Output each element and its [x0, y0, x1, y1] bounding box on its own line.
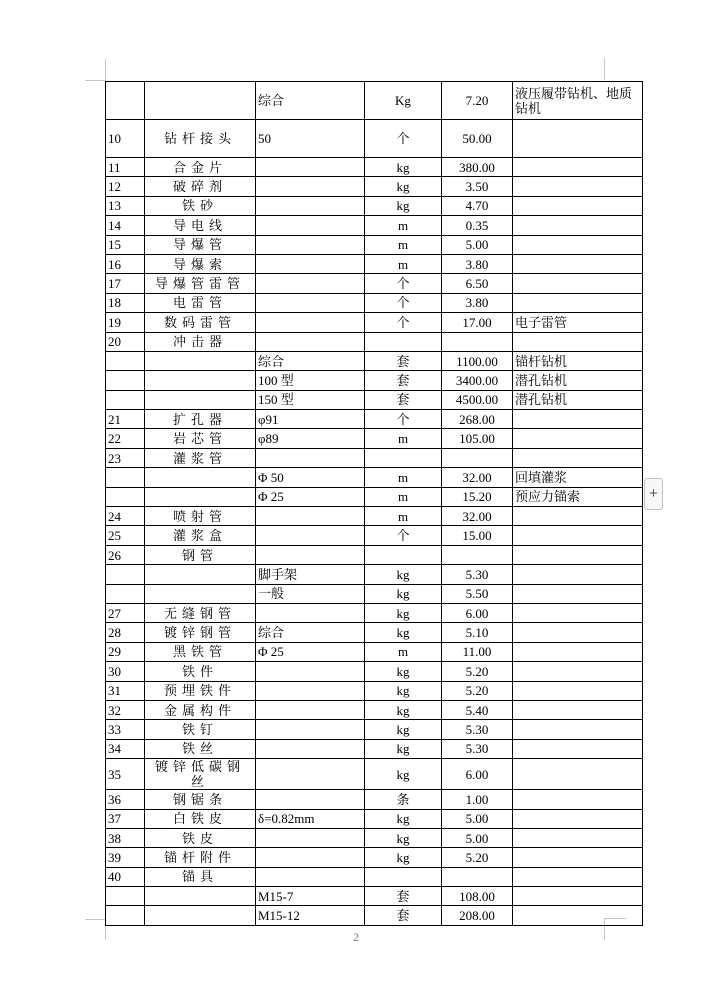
cell-num — [106, 906, 145, 925]
cell-unit — [365, 545, 442, 564]
cell-spec — [256, 158, 365, 177]
cell-name: 锚杆附件 — [145, 848, 256, 867]
cell-price: 5.30 — [442, 565, 513, 584]
cell-note — [513, 410, 643, 429]
cell-unit: 个 — [365, 526, 442, 545]
table-row — [106, 700, 643, 719]
table-row — [106, 848, 643, 867]
cell-price — [442, 332, 513, 351]
cell-note — [513, 448, 643, 467]
cell-price: 6.00 — [442, 759, 513, 790]
cell-unit: 个 — [365, 120, 442, 158]
cell-name: 铁砂 — [145, 196, 256, 215]
cell-price: 208.00 — [442, 906, 513, 925]
table-row — [106, 828, 643, 847]
cell-spec: Φ 50 — [256, 468, 365, 487]
cell-note — [513, 681, 643, 700]
table-row — [106, 487, 643, 506]
cell-note — [513, 177, 643, 196]
table-row — [106, 274, 643, 293]
cell-note — [513, 848, 643, 867]
cell-note — [513, 254, 643, 273]
crop-mark-bottom-left-horizontal — [85, 919, 106, 920]
cell-name: 锚具 — [145, 867, 256, 886]
cell-spec — [256, 448, 365, 467]
cell-num: 23 — [106, 448, 145, 467]
cell-note — [513, 759, 643, 790]
materials-table-body — [106, 82, 643, 926]
cell-note — [513, 216, 643, 235]
cell-note: 锚杆钻机 — [513, 351, 643, 370]
cell-num: 25 — [106, 526, 145, 545]
table-row — [106, 623, 643, 642]
cell-unit: kg — [365, 809, 442, 828]
cell-spec — [256, 526, 365, 545]
cell-price: 1100.00 — [442, 351, 513, 370]
table-row — [106, 584, 643, 603]
cell-num: 27 — [106, 603, 145, 622]
cell-note — [513, 739, 643, 758]
cell-name: 破碎剂 — [145, 177, 256, 196]
table-row — [106, 642, 643, 661]
cell-unit: kg — [365, 565, 442, 584]
cell-name: 数码雷管 — [145, 313, 256, 332]
cell-spec: 50 — [256, 120, 365, 158]
cell-num: 20 — [106, 332, 145, 351]
cell-spec — [256, 828, 365, 847]
cell-price: 268.00 — [442, 410, 513, 429]
cell-note — [513, 158, 643, 177]
cell-note — [513, 196, 643, 215]
cell-price: 3.80 — [442, 254, 513, 273]
crop-mark-top-left-horizontal — [85, 80, 106, 81]
table-row — [106, 429, 643, 448]
cell-name: 铁钉 — [145, 720, 256, 739]
cell-spec: 150 型 — [256, 390, 365, 409]
cell-spec — [256, 681, 365, 700]
cell-unit: kg — [365, 720, 442, 739]
cell-num: 26 — [106, 545, 145, 564]
table-row — [106, 809, 643, 828]
cell-num: 18 — [106, 293, 145, 312]
cell-note: 液压履带钻机、地质钻机 — [513, 82, 643, 120]
cell-note — [513, 584, 643, 603]
cell-unit: m — [365, 429, 442, 448]
cell-num: 28 — [106, 623, 145, 642]
cell-note — [513, 603, 643, 622]
cell-price: 50.00 — [442, 120, 513, 158]
cell-unit: 个 — [365, 313, 442, 332]
cell-name: 金属构件 — [145, 700, 256, 719]
cell-price: 11.00 — [442, 642, 513, 661]
cell-price: 5.00 — [442, 235, 513, 254]
cell-price: 5.20 — [442, 662, 513, 681]
cell-name: 钻杆接头 — [145, 120, 256, 158]
cell-price: 5.00 — [442, 828, 513, 847]
cell-num: 31 — [106, 681, 145, 700]
table-row — [106, 177, 643, 196]
cell-num — [106, 371, 145, 390]
cell-note — [513, 720, 643, 739]
cell-note — [513, 809, 643, 828]
cell-spec — [256, 700, 365, 719]
cell-note: 回填灌浆 — [513, 468, 643, 487]
add-button[interactable]: + — [644, 478, 663, 510]
cell-spec — [256, 790, 365, 809]
cell-name — [145, 565, 256, 584]
cell-price: 15.00 — [442, 526, 513, 545]
cell-unit: 个 — [365, 274, 442, 293]
cell-unit: kg — [365, 603, 442, 622]
table-row — [106, 448, 643, 467]
cell-num: 16 — [106, 254, 145, 273]
cell-spec — [256, 196, 365, 215]
cell-name: 导爆管雷管 — [145, 274, 256, 293]
cell-num: 17 — [106, 274, 145, 293]
cell-price: 5.30 — [442, 739, 513, 758]
table-row — [106, 313, 643, 332]
table-row — [106, 254, 643, 273]
cell-note: 潜孔钻机 — [513, 390, 643, 409]
cell-spec — [256, 662, 365, 681]
cell-spec: Φ 25 — [256, 487, 365, 506]
cell-unit: kg — [365, 848, 442, 867]
table-row — [106, 351, 643, 370]
cell-unit: kg — [365, 828, 442, 847]
cell-price: 5.20 — [442, 848, 513, 867]
cell-spec: M15-7 — [256, 887, 365, 906]
cell-note — [513, 526, 643, 545]
cell-spec: 综合 — [256, 82, 365, 120]
cell-unit: kg — [365, 739, 442, 758]
cell-spec — [256, 332, 365, 351]
cell-price: 32.00 — [442, 507, 513, 526]
cell-note — [513, 867, 643, 886]
cell-num: 13 — [106, 196, 145, 215]
cell-spec: 综合 — [256, 623, 365, 642]
cell-price: 0.35 — [442, 216, 513, 235]
cell-unit: kg — [365, 700, 442, 719]
cell-name — [145, 390, 256, 409]
cell-note — [513, 507, 643, 526]
cell-spec — [256, 177, 365, 196]
cell-num: 37 — [106, 809, 145, 828]
cell-num: 33 — [106, 720, 145, 739]
cell-name: 导电线 — [145, 216, 256, 235]
cell-unit: kg — [365, 584, 442, 603]
cell-unit: m — [365, 216, 442, 235]
table-row — [106, 196, 643, 215]
cell-spec — [256, 867, 365, 886]
table-row — [106, 662, 643, 681]
cell-note — [513, 790, 643, 809]
cell-price: 1.00 — [442, 790, 513, 809]
table-row — [106, 906, 643, 925]
cell-spec — [256, 274, 365, 293]
cell-price — [442, 448, 513, 467]
cell-num: 24 — [106, 507, 145, 526]
cell-num: 35 — [106, 759, 145, 790]
table-row — [106, 739, 643, 758]
table-row — [106, 390, 643, 409]
cell-price: 5.20 — [442, 681, 513, 700]
cell-num — [106, 351, 145, 370]
cell-unit: m — [365, 487, 442, 506]
table-row — [106, 410, 643, 429]
cell-unit: 个 — [365, 410, 442, 429]
cell-note — [513, 662, 643, 681]
cell-price: 4.70 — [442, 196, 513, 215]
cell-spec — [256, 293, 365, 312]
cell-note — [513, 332, 643, 351]
cell-spec — [256, 313, 365, 332]
cell-name — [145, 887, 256, 906]
cell-spec — [256, 720, 365, 739]
cell-spec: 一般 — [256, 584, 365, 603]
table-row — [106, 120, 643, 158]
page-number: 2 — [353, 930, 359, 944]
cell-name: 铁件 — [145, 662, 256, 681]
table-row — [106, 545, 643, 564]
table-row — [106, 216, 643, 235]
cell-price: 7.20 — [442, 82, 513, 120]
cell-num: 19 — [106, 313, 145, 332]
cell-note — [513, 274, 643, 293]
cell-name — [145, 468, 256, 487]
cell-unit: m — [365, 507, 442, 526]
table-row — [106, 293, 643, 312]
table-row — [106, 867, 643, 886]
cell-spec — [256, 507, 365, 526]
cell-spec: M15-12 — [256, 906, 365, 925]
cell-note — [513, 700, 643, 719]
cell-price: 3.80 — [442, 293, 513, 312]
cell-num — [106, 82, 145, 120]
cell-num — [106, 565, 145, 584]
cell-name — [145, 371, 256, 390]
cell-price: 105.00 — [442, 429, 513, 448]
cell-spec: 脚手架 — [256, 565, 365, 584]
table-row — [106, 468, 643, 487]
cell-num — [106, 887, 145, 906]
cell-note: 电子雷管 — [513, 313, 643, 332]
table-row — [106, 759, 643, 790]
cell-note — [513, 642, 643, 661]
cell-unit: 套 — [365, 906, 442, 925]
cell-unit: 套 — [365, 351, 442, 370]
cell-price: 5.00 — [442, 809, 513, 828]
cell-price: 5.40 — [442, 700, 513, 719]
cell-price: 6.00 — [442, 603, 513, 622]
cell-unit: m — [365, 254, 442, 273]
cell-price: 17.00 — [442, 313, 513, 332]
cell-name: 镀锌钢管 — [145, 623, 256, 642]
table-row — [106, 507, 643, 526]
cell-price: 15.20 — [442, 487, 513, 506]
cell-num: 38 — [106, 828, 145, 847]
cell-name: 钢锯条 — [145, 790, 256, 809]
table-row — [106, 82, 643, 120]
table-row — [106, 565, 643, 584]
cell-unit — [365, 332, 442, 351]
table-row — [106, 158, 643, 177]
cell-name: 无缝钢管 — [145, 603, 256, 622]
cell-name: 镀锌低碳钢丝 — [145, 759, 256, 790]
table-row — [106, 332, 643, 351]
materials-price-table — [105, 81, 643, 926]
cell-num: 21 — [106, 410, 145, 429]
cell-price: 3400.00 — [442, 371, 513, 390]
cell-note — [513, 235, 643, 254]
table-row — [106, 526, 643, 545]
cell-unit: kg — [365, 158, 442, 177]
cell-price: 6.50 — [442, 274, 513, 293]
cell-name: 扩孔器 — [145, 410, 256, 429]
cell-num: 30 — [106, 662, 145, 681]
table-row — [106, 235, 643, 254]
table-row — [106, 371, 643, 390]
cell-note — [513, 623, 643, 642]
cell-note — [513, 545, 643, 564]
cell-num: 40 — [106, 867, 145, 886]
cell-unit: kg — [365, 623, 442, 642]
cell-note — [513, 887, 643, 906]
cell-name: 灌浆管 — [145, 448, 256, 467]
cell-note — [513, 293, 643, 312]
cell-num — [106, 468, 145, 487]
cell-spec — [256, 739, 365, 758]
cell-note — [513, 120, 643, 158]
cell-price: 3.50 — [442, 177, 513, 196]
cell-unit: 套 — [365, 390, 442, 409]
cell-num: 32 — [106, 700, 145, 719]
cell-price — [442, 545, 513, 564]
cell-name — [145, 487, 256, 506]
cell-unit: kg — [365, 681, 442, 700]
cell-spec: φ89 — [256, 429, 365, 448]
cell-name: 导爆索 — [145, 254, 256, 273]
cell-unit: m — [365, 235, 442, 254]
table-row — [106, 603, 643, 622]
cell-spec — [256, 603, 365, 622]
cell-num: 12 — [106, 177, 145, 196]
crop-mark-top-left-vertical — [105, 59, 106, 80]
cell-note: 潜孔钻机 — [513, 371, 643, 390]
cell-unit: kg — [365, 759, 442, 790]
cell-spec: φ91 — [256, 410, 365, 429]
cell-name: 黑铁管 — [145, 642, 256, 661]
cell-note — [513, 828, 643, 847]
cell-name: 冲击器 — [145, 332, 256, 351]
cell-name: 导爆管 — [145, 235, 256, 254]
cell-name: 预埋铁件 — [145, 681, 256, 700]
cell-unit: kg — [365, 662, 442, 681]
cell-name: 钢管 — [145, 545, 256, 564]
cell-unit: 套 — [365, 887, 442, 906]
cell-spec — [256, 545, 365, 564]
cell-price: 5.50 — [442, 584, 513, 603]
table-row — [106, 681, 643, 700]
cell-name — [145, 906, 256, 925]
cell-spec: 100 型 — [256, 371, 365, 390]
cell-note: 预应力锚索 — [513, 487, 643, 506]
cell-num: 15 — [106, 235, 145, 254]
cell-num: 10 — [106, 120, 145, 158]
table-row — [106, 887, 643, 906]
cell-spec — [256, 235, 365, 254]
cell-price: 380.00 — [442, 158, 513, 177]
cell-num: 11 — [106, 158, 145, 177]
cell-num: 29 — [106, 642, 145, 661]
cell-unit: 个 — [365, 293, 442, 312]
cell-unit — [365, 867, 442, 886]
cell-price: 5.30 — [442, 720, 513, 739]
crop-mark-top-right-vertical — [604, 58, 605, 80]
cell-num: 14 — [106, 216, 145, 235]
cell-name: 喷射管 — [145, 507, 256, 526]
table-row — [106, 720, 643, 739]
cell-price: 32.00 — [442, 468, 513, 487]
cell-unit: kg — [365, 196, 442, 215]
cell-price: 4500.00 — [442, 390, 513, 409]
cell-note — [513, 429, 643, 448]
cell-num — [106, 390, 145, 409]
cell-name — [145, 82, 256, 120]
cell-num: 36 — [106, 790, 145, 809]
cell-name: 铁丝 — [145, 739, 256, 758]
cell-unit — [365, 448, 442, 467]
table-row — [106, 790, 643, 809]
cell-name — [145, 351, 256, 370]
cell-note — [513, 906, 643, 925]
cell-spec: Φ 25 — [256, 642, 365, 661]
cell-name — [145, 584, 256, 603]
cell-price — [442, 867, 513, 886]
cell-spec — [256, 848, 365, 867]
cell-num: 39 — [106, 848, 145, 867]
cell-num: 22 — [106, 429, 145, 448]
cell-price: 108.00 — [442, 887, 513, 906]
cell-num — [106, 584, 145, 603]
cell-name: 合金片 — [145, 158, 256, 177]
cell-spec: 综合 — [256, 351, 365, 370]
cell-price: 5.10 — [442, 623, 513, 642]
cell-spec: δ=0.82mm — [256, 809, 365, 828]
cell-spec — [256, 254, 365, 273]
cell-spec — [256, 216, 365, 235]
cell-name: 岩芯管 — [145, 429, 256, 448]
cell-name: 灌浆盒 — [145, 526, 256, 545]
cell-spec — [256, 759, 365, 790]
cell-unit: 条 — [365, 790, 442, 809]
cell-unit: m — [365, 468, 442, 487]
cell-unit: kg — [365, 177, 442, 196]
cell-name: 铁皮 — [145, 828, 256, 847]
cell-num: 34 — [106, 739, 145, 758]
cell-unit: m — [365, 642, 442, 661]
cell-unit: Kg — [365, 82, 442, 120]
cell-name: 电雷管 — [145, 293, 256, 312]
cell-name: 白铁皮 — [145, 809, 256, 828]
cell-unit: 套 — [365, 371, 442, 390]
cell-num — [106, 487, 145, 506]
cell-note — [513, 565, 643, 584]
